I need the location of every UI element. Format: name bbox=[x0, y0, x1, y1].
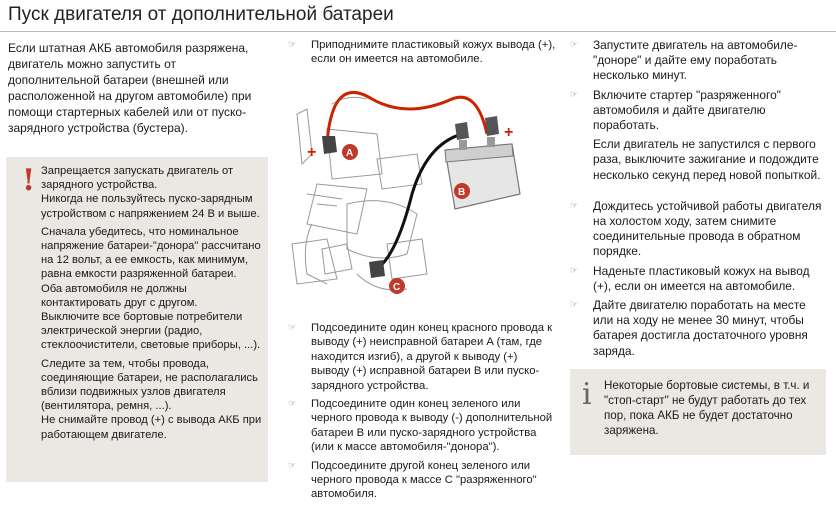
pointing-hand-icon: ☞ bbox=[288, 399, 297, 410]
step-text: Приподнимите пластиковый кожух вывода (+), если он имеется на автомобиле. bbox=[311, 39, 556, 66]
clamp-c-icon bbox=[369, 260, 385, 278]
badge-b bbox=[454, 183, 470, 199]
clamp-a-icon bbox=[322, 136, 337, 154]
plus-sign: + bbox=[307, 144, 317, 161]
clamp-battery-minus-icon bbox=[455, 122, 469, 140]
warning-paragraph: Сначала убедитесь, что номинальное напряжение батареи-"донора" рассчитано на 12 вольт, а ее емкость, как минимум, равна емкости разряженной батареи. Оба автомобиля не должны контактировать друг с другом. Выключите все бортовые потребители электрической энергии (радио, стеклоочистители, световые приборы, ...). bbox=[41, 225, 261, 352]
pointing-hand-icon: ☞ bbox=[570, 300, 579, 311]
step-item bbox=[570, 199, 826, 260]
badge-b-label: B bbox=[458, 187, 466, 198]
steps-column-2-bottom bbox=[288, 321, 558, 506]
clamp-battery-plus-icon bbox=[485, 116, 499, 136]
step-text: Дайте двигателю поработать на месте или на ходу не менее 30 минут, чтобы батарея достигла достаточного уровня заряда. bbox=[593, 298, 808, 358]
step-item bbox=[570, 88, 826, 134]
engine-bay-illustration bbox=[292, 97, 427, 290]
warning-text bbox=[41, 164, 263, 446]
step-text: Запустите двигатель на автомобиле-"доноре" и дайте ему поработать несколько минут. bbox=[593, 38, 798, 83]
step-text: Наденьте пластиковый кожух на вывод (+), если он имеется на автомобиле. bbox=[593, 263, 810, 293]
page-title: Пуск двигателя от дополнительной батареи bbox=[8, 4, 394, 25]
pointing-hand-icon: ☞ bbox=[570, 200, 579, 211]
intro-text: Если штатная АКБ автомобиля разряжена, двигатель можно запустить от дополнительной батареи (внешней или расположенной на другом автомобиле) при помощи стартерных кабелей или от пуско-зарядного устройства (бустера). bbox=[8, 41, 252, 135]
step-item bbox=[288, 397, 558, 455]
info-icon: i bbox=[582, 377, 592, 412]
plus-sign: + bbox=[504, 124, 514, 141]
info-text: Некоторые бортовые системы, в т.ч. и "стоп-старт" не будут работать до тех пор, пока АКБ не будет достаточно заряжена. bbox=[604, 379, 810, 437]
pointing-hand-icon: ☞ bbox=[570, 40, 579, 50]
warning-paragraph: Запрещается запускать двигатель от зарядного устройства. Никогда не пользуйтесь пуско-зарядным устройством с напряжением 24 В и выше. bbox=[41, 165, 260, 220]
pointing-hand-icon: ☞ bbox=[288, 323, 297, 333]
warning-paragraph: Следите за тем, чтобы провода, соединяющие батареи, не располагались вблизи подвижных узлов двигателя (вентилятора, ремня, ...). Не снимайте провод (+) с вывода АКБ при работающем двигателе. bbox=[41, 357, 262, 441]
info-box bbox=[570, 369, 826, 455]
pointing-hand-icon: ☞ bbox=[570, 89, 579, 100]
warning-box bbox=[6, 157, 268, 482]
battery-b-icon bbox=[445, 137, 520, 209]
pointing-hand-icon: ☞ bbox=[570, 265, 579, 276]
exclamation-icon: ! bbox=[22, 163, 36, 198]
step-item bbox=[288, 321, 558, 393]
badge-c-label: C bbox=[393, 282, 401, 293]
steps-column-3 bbox=[570, 38, 826, 363]
step-item bbox=[570, 298, 826, 359]
badge-a bbox=[342, 144, 358, 160]
step-item bbox=[288, 38, 558, 67]
pointing-hand-icon: ☞ bbox=[288, 460, 297, 471]
steps-column-2-top bbox=[288, 38, 558, 71]
retry-note: Если двигатель не запустился с первого раза, выключите зажигание и подождите несколько секунд перед новой попыткой. bbox=[593, 137, 821, 182]
badge-c bbox=[389, 278, 405, 294]
step-text: Подсоедините один конец красного провода к выводу (+) неисправной батареи A (там, где находится изгиб), а другой к выводу (+) выводу (+) исправной батареи B или пуско-зарядного устройства. bbox=[311, 322, 553, 392]
step-item bbox=[570, 38, 826, 84]
step-text: Дождитесь устойчивой работы двигателя на холостом ходу, затем снимите соединительные провода в обратном порядке. bbox=[593, 198, 822, 259]
step-item bbox=[570, 264, 826, 294]
pointing-hand-icon: ☞ bbox=[288, 40, 297, 50]
step-text: Подсоедините один конец зеленого или черного провода к выводу (-) дополнительной батареи B или пуско-зарядного устройства (или к массе автомобиля-"донора"). bbox=[311, 398, 553, 454]
step-text: Подсоедините другой конец зеленого или черного провода к массе C "разряженного" автомобиля. bbox=[311, 459, 537, 501]
badge-a-label: A bbox=[346, 148, 354, 159]
step-text: Включите стартер "разряженного" автомобиля и дайте двигателю поработать. bbox=[593, 87, 781, 133]
step-item bbox=[288, 459, 558, 502]
jump-start-diagram bbox=[287, 74, 557, 314]
title-divider bbox=[0, 31, 836, 32]
